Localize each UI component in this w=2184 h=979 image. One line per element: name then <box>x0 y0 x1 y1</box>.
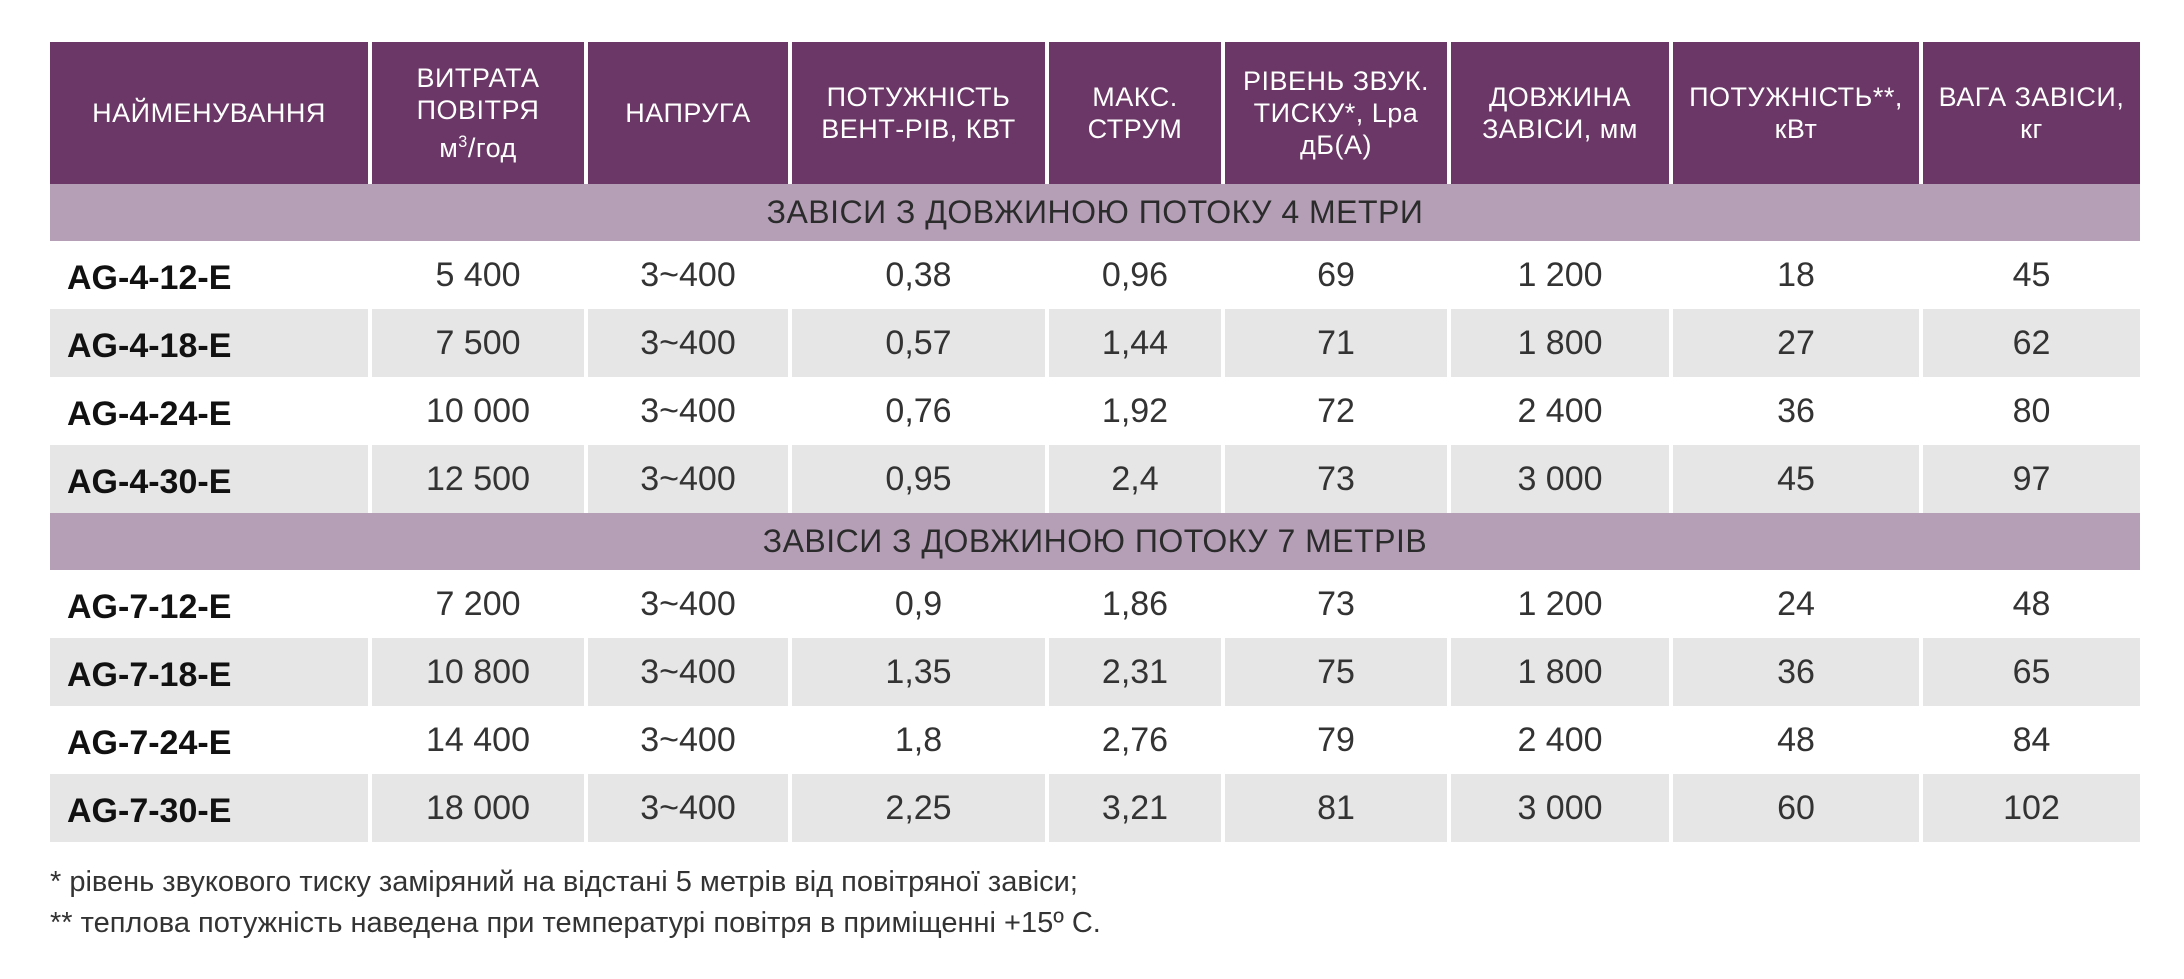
cell-length: 1 800 <box>1447 638 1669 706</box>
cell-length: 2 400 <box>1447 377 1669 445</box>
header-length <box>1447 42 1669 184</box>
cell-weight: 97 <box>1919 445 2140 513</box>
header-voltage-label: НАПРУГА <box>625 98 751 128</box>
header-length-line1: ДОВЖИНА <box>1488 82 1632 112</box>
cell-sound: 72 <box>1221 377 1447 445</box>
cell-fan-power: 0,57 <box>788 309 1045 377</box>
cell-fan-power: 2,25 <box>788 774 1045 842</box>
cell-weight: 45 <box>1919 241 2140 309</box>
cell-max-current: 1,92 <box>1045 377 1221 445</box>
header-power-line1: ПОТУЖНІСТЬ**, <box>1689 82 1903 112</box>
cell-power: 60 <box>1669 774 1919 842</box>
header-max-current-line1: МАКС. <box>1092 82 1178 112</box>
header-sound-line3: дБ(А) <box>1300 130 1372 160</box>
footnote-power: ** теплова потужність наведена при температурі повітря в приміщенні +15º С. <box>50 907 1101 939</box>
cell-power: 45 <box>1669 445 1919 513</box>
cell-weight: 102 <box>1919 774 2140 842</box>
header-name-label: НАЙМЕНУВАННЯ <box>92 98 326 128</box>
cell-voltage: 3~400 <box>584 638 788 706</box>
section-title: ЗАВІСИ З ДОВЖИНОЮ ПОТОКУ 4 МЕТРИ <box>50 184 2140 241</box>
airflow-unit-base: м <box>439 133 459 163</box>
header-name <box>50 42 368 184</box>
specs-table <box>50 42 2140 842</box>
cell-power: 27 <box>1669 309 1919 377</box>
header-weight-line2: кг <box>2020 114 2043 144</box>
cell-weight: 62 <box>1919 309 2140 377</box>
cell-sound: 73 <box>1221 570 1447 638</box>
header-fan-power <box>788 42 1045 184</box>
cell-voltage: 3~400 <box>584 377 788 445</box>
header-airflow-line2: ПОВІТРЯ <box>416 95 540 125</box>
cell-sound: 71 <box>1221 309 1447 377</box>
cell-voltage: 3~400 <box>584 445 788 513</box>
header-power-line2: кВт <box>1774 114 1818 144</box>
cell-voltage: 3~400 <box>584 774 788 842</box>
airflow-unit-rest: /год <box>467 133 517 163</box>
cell-airflow: 10 800 <box>368 638 584 706</box>
section-title: ЗАВІСИ З ДОВЖИНОЮ ПОТОКУ 7 МЕТРІВ <box>50 513 2140 570</box>
cell-fan-power: 0,95 <box>788 445 1045 513</box>
cell-name: AG-4-12-E <box>67 258 232 297</box>
cell-sound: 75 <box>1221 638 1447 706</box>
table-row <box>50 241 2140 309</box>
cell-airflow: 12 500 <box>368 445 584 513</box>
cell-fan-power: 0,76 <box>788 377 1045 445</box>
cell-name: AG-7-30-E <box>50 774 368 842</box>
cell-length: 1 800 <box>1447 309 1669 377</box>
cell-airflow: 10 000 <box>368 377 584 445</box>
cell-airflow: 14 400 <box>368 706 584 774</box>
cell-voltage: 3~400 <box>584 241 788 309</box>
cell-fan-power: 1,35 <box>788 638 1045 706</box>
cell-name: AG-4-18-E <box>50 309 368 377</box>
cell-fan-power: 0,38 <box>788 241 1045 309</box>
cell-name: AG-7-24-E <box>67 723 232 762</box>
header-fan-power-line2: ВЕНТ-РІВ, КВТ <box>821 114 1016 144</box>
cell-power: 36 <box>1669 377 1919 445</box>
cell-power: 48 <box>1669 706 1919 774</box>
cell-voltage: 3~400 <box>584 570 788 638</box>
header-sound <box>1221 42 1447 184</box>
header-sound-line2: ТИСКУ*, Lpa <box>1253 98 1419 128</box>
cell-length: 3 000 <box>1447 774 1669 842</box>
cell-sound: 73 <box>1221 445 1447 513</box>
cell-length: 1 200 <box>1447 570 1669 638</box>
header-weight-line1: ВАГА ЗАВІСИ, <box>1938 82 2125 112</box>
cell-weight: 65 <box>1919 638 2140 706</box>
cell-voltage: 3~400 <box>584 706 788 774</box>
header-fan-power-line1: ПОТУЖНІСТЬ <box>826 82 1011 112</box>
cell-airflow: 7 200 <box>368 570 584 638</box>
airflow-unit-sup: 3 <box>458 133 468 151</box>
cell-name: AG-4-24-E <box>67 394 232 433</box>
table-body <box>50 184 2140 842</box>
cell-max-current: 2,76 <box>1045 706 1221 774</box>
cell-weight: 84 <box>1919 706 2140 774</box>
cell-voltage: 3~400 <box>584 309 788 377</box>
cell-airflow: 18 000 <box>368 774 584 842</box>
cell-fan-power: 0,9 <box>788 570 1045 638</box>
cell-name: AG-7-18-E <box>50 638 368 706</box>
cell-airflow: 7 500 <box>368 309 584 377</box>
cell-max-current: 2,31 <box>1045 638 1221 706</box>
cell-max-current: 2,4 <box>1045 445 1221 513</box>
header-max-current-line2: СТРУМ <box>1087 114 1183 144</box>
cell-weight: 80 <box>1919 377 2140 445</box>
header-length-line2: ЗАВІСИ, мм <box>1482 114 1638 144</box>
header-sound-line1: РІВЕНЬ ЗВУК. <box>1242 66 1430 96</box>
cell-power: 24 <box>1669 570 1919 638</box>
cell-length: 1 200 <box>1447 241 1669 309</box>
header-airflow <box>368 42 584 184</box>
header-power <box>1669 42 1919 184</box>
header-max-current <box>1045 42 1221 184</box>
table-header <box>50 42 2140 184</box>
cell-max-current: 1,44 <box>1045 309 1221 377</box>
header-airflow-unit <box>416 126 539 164</box>
table-row <box>50 638 2140 706</box>
cell-max-current: 0,96 <box>1045 241 1221 309</box>
cell-max-current: 1,86 <box>1045 570 1221 638</box>
footnotes <box>50 862 1101 944</box>
cell-sound: 81 <box>1221 774 1447 842</box>
table-row <box>50 445 2140 513</box>
cell-name: AG-7-12-E <box>67 587 232 626</box>
cell-power: 36 <box>1669 638 1919 706</box>
footnote-sound: * рівень звукового тиску заміряний на відстані 5 метрів від повітряної завіси; <box>50 866 1078 898</box>
header-airflow-line1: ВИТРАТА <box>416 63 540 93</box>
cell-sound: 79 <box>1221 706 1447 774</box>
header-weight <box>1919 42 2140 184</box>
cell-max-current: 3,21 <box>1045 774 1221 842</box>
table-row <box>50 377 2140 445</box>
cell-name: AG-4-30-E <box>50 445 368 513</box>
table-row <box>50 570 2140 638</box>
cell-length: 3 000 <box>1447 445 1669 513</box>
cell-airflow: 5 400 <box>368 241 584 309</box>
cell-sound: 69 <box>1221 241 1447 309</box>
cell-fan-power: 1,8 <box>788 706 1045 774</box>
cell-power: 18 <box>1669 241 1919 309</box>
table-row <box>50 309 2140 377</box>
table-row <box>50 774 2140 842</box>
table-row <box>50 706 2140 774</box>
header-voltage <box>584 42 788 184</box>
cell-length: 2 400 <box>1447 706 1669 774</box>
cell-weight: 48 <box>1919 570 2140 638</box>
